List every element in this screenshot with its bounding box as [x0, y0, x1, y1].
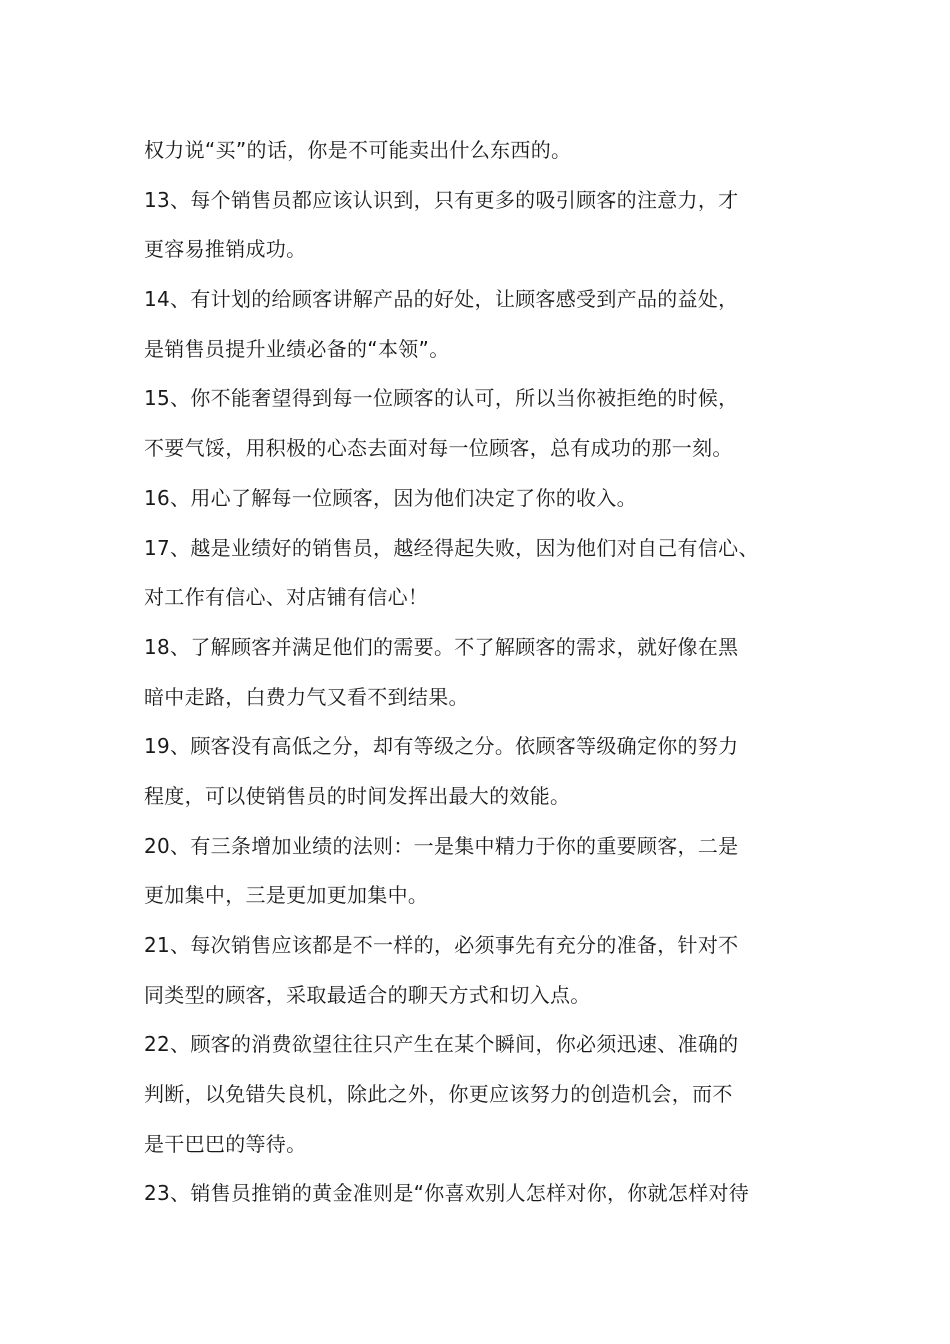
text-line: 17、越是业绩好的销售员，越经得起失败，因为他们对自己有信心、 — [144, 535, 759, 560]
text-line: 16、用心了解每一位顾客，因为他们决定了你的收入。 — [144, 485, 637, 510]
text-line: 对工作有信心、对店铺有信心！ — [144, 585, 429, 610]
text-line: 更容易推销成功。 — [144, 237, 307, 262]
text-line: 程度，可以使销售员的时间发挥出最大的效能。 — [144, 783, 571, 808]
text-line: 更加集中，三是更加更加集中。 — [144, 883, 429, 908]
text-line: 22、顾客的消费欲望往往只产生在某个瞬间，你必须迅速、准确的 — [144, 1032, 739, 1057]
text-line: 23、销售员推销的黄金准则是“你喜欢别人怎样对你，你就怎样对待 — [144, 1181, 750, 1206]
text-line: 是销售员提升业绩必备的“本领”。 — [144, 336, 450, 361]
text-line: 不要气馁，用积极的心态去面对每一位顾客，总有成功的那一刻。 — [144, 436, 733, 461]
document-body — [144, 126, 824, 1219]
text-line: 15、你不能奢望得到每一位顾客的认可，所以当你被拒绝的时候， — [144, 386, 739, 411]
text-line: 暗中走路，白费力气又看不到结果。 — [144, 684, 469, 709]
text-line: 18、了解顾客并满足他们的需要。不了解顾客的需求，就好像在黑 — [144, 634, 739, 659]
text-line: 同类型的顾客，采取最适合的聊天方式和切入点。 — [144, 982, 591, 1007]
text-line: 权力说“买”的话，你是不可能卖出什么东西的。 — [144, 138, 572, 162]
text-line: 是干巴巴的等待。 — [144, 1131, 307, 1156]
text-line: 13、每个销售员都应该认识到，只有更多的吸引顾客的注意力，才 — [144, 187, 739, 212]
text-line: 判断，以免错失良机，除此之外，你更应该努力的创造机会，而不 — [144, 1082, 733, 1107]
text-line: 19、顾客没有高低之分，却有等级之分。依顾客等级确定你的努力 — [144, 734, 739, 759]
text-line: 21、每次销售应该都是不一样的，必须事先有充分的准备，针对不 — [144, 933, 739, 957]
text-line: 20、有三条增加业绩的法则：一是集中精力于你的重要顾客，二是 — [144, 833, 739, 858]
text-line: 14、有计划的给顾客讲解产品的好处，让顾客感受到产品的益处， — [144, 287, 739, 312]
